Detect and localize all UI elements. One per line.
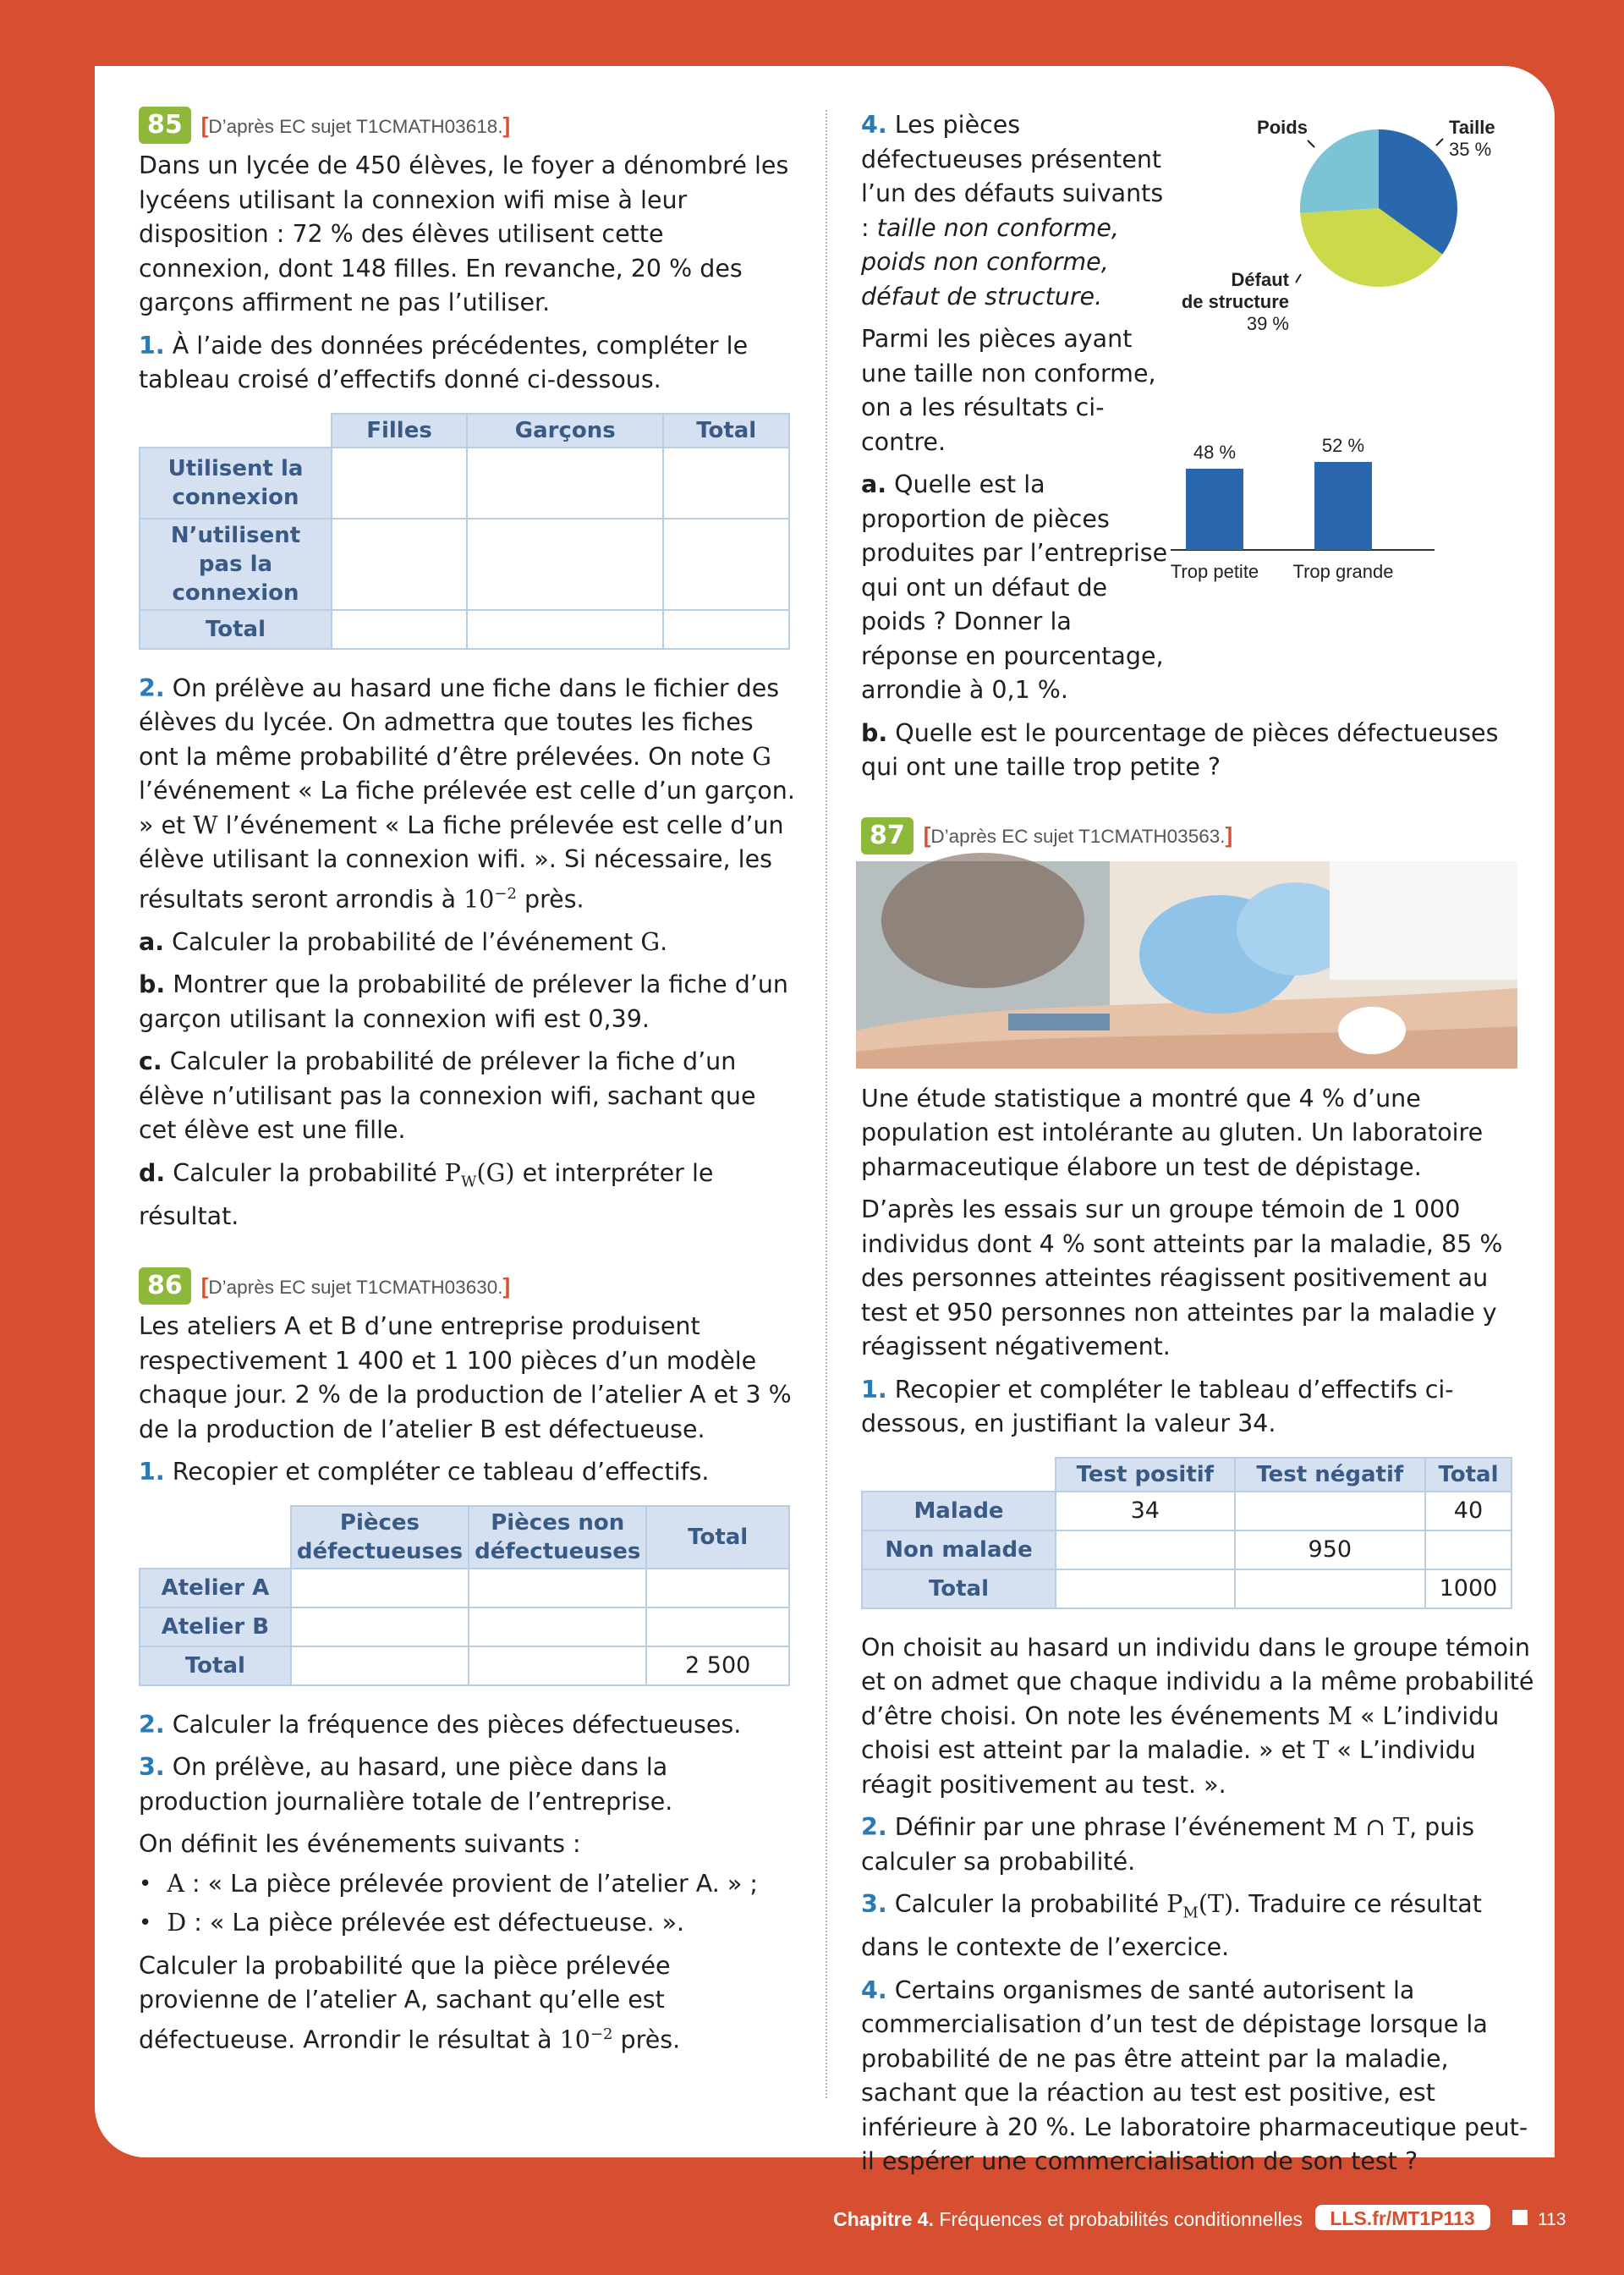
exercise-86-question-4a: a. Quelle est la proportion de pièces produites par l’entreprise qui ont un défaut de poids ? Donner la réponse en pourcentage, arrondie à 0,1 %. <box>861 470 1168 704</box>
table-cell <box>291 1646 469 1685</box>
pie-label-defaut: Défaut <box>1231 269 1289 290</box>
table-cell <box>1056 1530 1235 1569</box>
pie-value-defaut: 39 % <box>1246 313 1289 334</box>
row-header: N’utilisent pas la connexion <box>140 519 332 610</box>
exercise-number-badge: 86 <box>139 1267 191 1305</box>
exercise-87-question-1: 1. Recopier et compléter le tableau d’effectifs ci-dessous, en justifiant la valeur 34. <box>861 1375 1454 1437</box>
table-cell <box>1425 1530 1512 1569</box>
footer-bar <box>0 2200 1624 2237</box>
page-sheet <box>95 66 1555 2176</box>
left-column <box>139 107 795 2058</box>
exercise-86-header <box>139 1267 795 1305</box>
table-cell <box>663 448 789 519</box>
table-cell: 40 <box>1425 1492 1512 1530</box>
exercise-85-question-2: 2. On prélève au hasard une fiche dans le fichier des élèves du lycée. On admettra que toutes les fiches ont la même probabilité d’être prélevées. On note G l’événement « La fiche prélevée est celle d’un garçon. » et W l’événement « La fiche prélevée est celle d’un élève utilisant la connexion wifi. ». Si nécessaire, les résultats seront arrondis à $10^{-2}$ près. <box>139 673 795 913</box>
event-bullet-a: • A : « La pièce prélevée provient de l’atelier A. » ; <box>139 1869 758 1898</box>
row-header: Utilisent la connexion <box>140 448 332 519</box>
exercise-87-question-2: 2. Définir par une phrase l’événement M ∩ T, puis calculer sa probabilité. <box>861 1813 1475 1876</box>
right-column <box>861 108 1538 2179</box>
table-cell: 34 <box>1056 1492 1235 1530</box>
exercise-85-intro: Dans un lycée de 450 élèves, le foyer a dénombré les lycéens utilisant la connexion wifi mise à leur disposition : 72 % des élèves utilisent cette connexion, dont 148 filles. En revanche, 20 % des garçons affirment ne pas l’utiliser. <box>139 151 789 316</box>
exercise-87-question-4: 4. Certains organismes de santé autorisent la commercialisation d’un test de dépistage lorsque la probabilité de ne pas être atteint par la maladie, sachant que la réaction au test est positive, est inférieure à 20 %. Le laboratoire pharmaceutique peut-il espérer une commercialisation de son test ? <box>861 1976 1528 2176</box>
exercise-86 <box>139 1267 795 2058</box>
pie-value-taille: 35 % <box>1449 139 1492 160</box>
table-cell <box>467 519 663 610</box>
table-cell <box>291 1607 469 1646</box>
table-cell <box>1235 1492 1425 1530</box>
exercise-86-question-1: 1. Recopier et compléter ce tableau d’effectifs. <box>139 1458 710 1486</box>
page-number: 113 <box>1538 2210 1566 2229</box>
col-header: Filles <box>332 414 467 448</box>
col-header: Test positif <box>1056 1458 1235 1492</box>
exercise-number-badge: 87 <box>861 817 914 854</box>
table-cell <box>1056 1569 1235 1608</box>
bar-category-label: Trop grande <box>1292 561 1394 582</box>
row-header: Atelier B <box>140 1607 291 1646</box>
row-header: Total <box>862 1569 1056 1608</box>
row-header: Non malade <box>862 1530 1056 1569</box>
exercise-87 <box>861 817 1538 2179</box>
table-cell <box>467 448 663 519</box>
pie-label-defaut-2: de structure <box>1181 291 1289 312</box>
col-header: Total <box>1425 1458 1512 1492</box>
pie-leader-line <box>1436 139 1443 146</box>
wifi-crosstab <box>139 413 790 650</box>
col-header: Pièces défectueuses <box>291 1506 469 1569</box>
workshop-table <box>139 1505 790 1686</box>
footer-link[interactable]: LLS.fr/MT1P113 <box>1330 2207 1475 2229</box>
row-header: Total <box>140 1646 291 1685</box>
blood-test-illustration <box>856 861 1517 1069</box>
table-cell <box>469 1646 646 1685</box>
exercise-source: [D’après EC sujet T1CMATH03630.] <box>200 1272 511 1299</box>
exercise-86-intro: Les ateliers A et B d’une entreprise produisent respectivement 1 400 et 1 100 pièces d’un modèle chaque jour. 2 % de la production de l’atelier A et 3 % de la production de l’atelier B est défectueuse. <box>139 1312 792 1443</box>
row-header: Total <box>140 610 332 649</box>
exercise-85 <box>139 107 795 1234</box>
table-cell-total: 2 500 <box>646 1646 789 1685</box>
exercise-86-question-4b: b. Quelle est le pourcentage de pièces défectueuses qui ont une taille trop petite ? <box>861 718 1499 781</box>
bar-category-label: Trop petite <box>1170 561 1259 582</box>
exercise-87-header <box>861 817 1538 854</box>
col-header: Total <box>663 414 789 448</box>
event-bullet-d: • D : « La pièce prélevée est défectueuse. ». <box>139 1909 685 1937</box>
pie-leader-line <box>1296 274 1301 283</box>
table-cell <box>646 1607 789 1646</box>
footer-square-icon <box>1512 2210 1528 2225</box>
exercise-85-question-2d: d. Calculer la probabilité $P_W(G)$ et interpréter le résultat. <box>139 1158 714 1230</box>
table-cell <box>663 610 789 649</box>
exercise-87-p1: Une étude statistique a montré que 4 % d’une population est intolérante au gluten. Un laboratoire pharmaceutique élabore un test de dépistage. <box>861 1084 1484 1181</box>
table-cell <box>291 1569 469 1607</box>
col-header: Total <box>646 1506 789 1569</box>
blood-test-photo <box>856 861 1517 1069</box>
exercise-86-q4-results: Parmi les pièces ayant une taille non conforme, on a les résultats ci-contre. <box>861 325 1156 456</box>
row-header: Malade <box>862 1492 1056 1530</box>
table-cell <box>1235 1569 1425 1608</box>
table-cell <box>469 1569 646 1607</box>
exercise-number-badge: 85 <box>139 107 191 144</box>
defect-charts <box>1133 108 1538 582</box>
footer-chapter-text: Chapitre 4. Fréquences et probabilités conditionnelles <box>833 2208 1303 2230</box>
bar <box>1314 462 1372 550</box>
exercise-source: [D’après EC sujet T1CMATH03618.] <box>200 112 511 138</box>
col-header: Garçons <box>467 414 663 448</box>
row-header: Atelier A <box>140 1569 291 1607</box>
exercise-85-question-1: 1. À l’aide des données précédentes, compléter le tableau croisé d’effectifs donné ci-dessous. <box>139 331 749 393</box>
col-header: Pièces non défectueuses <box>469 1506 646 1569</box>
exercise-87-p3: On choisit au hasard un individu dans le groupe témoin et on admet que chaque individu a la même probabilité d’être choisi. On note les événements M « L’individu choisi est atteint par la maladie. » et T « L’individu réagit positivement au test. ». <box>861 1633 1534 1799</box>
exercise-85-header <box>139 107 795 144</box>
table-cell <box>469 1607 646 1646</box>
exercise-85-question-2c: c. Calculer la probabilité de prélever la fiche d’un élève n’utilisant pas la connexion wifi, sachant que cet élève est une fille. <box>139 1047 756 1144</box>
pie-label-poids: Poids <box>1257 117 1308 138</box>
exercise-86-q4-text: 4. Les pièces défectueuses présentent l’un des défauts suivants : taille non conforme, poids non conforme, défaut de structure. <box>861 111 1164 310</box>
exercise-85-question-2b: b. Montrer que la probabilité de prélever la fiche d’un garçon utilisant la connexion wifi est 0,39. <box>139 970 788 1033</box>
col-header: Test négatif <box>1235 1458 1425 1492</box>
pie-slice <box>1300 129 1379 213</box>
exercise-86-question-2: 2. Calculer la fréquence des pièces défectueuses. <box>139 1710 742 1739</box>
bar-value-label: 48 % <box>1193 442 1237 463</box>
bar-value-label: 52 % <box>1321 435 1365 456</box>
table-cell: 950 <box>1235 1530 1425 1569</box>
table-cell <box>467 610 663 649</box>
exercise-86-define: On définit les événements suivants : <box>139 1830 581 1859</box>
exercise-86-question-4 <box>861 108 1538 785</box>
exercise-86-question-3-final: Calculer la probabilité que la pièce prélevée provienne de l’atelier A, sachant qu’elle est défectueuse. Arrondir le résultat à $10^{-2}$ près. <box>139 1951 681 2054</box>
table-cell <box>663 519 789 610</box>
screening-table <box>861 1457 1512 1609</box>
exercise-87-p2: D’après les essais sur un groupe témoin de 1 000 individus dont 4 % sont atteints par la maladie, 85 % des personnes atteintes réagissent positivement au test et 950 personnes non atteintes par la maladie y réagissent négativement. <box>861 1195 1503 1360</box>
table-cell <box>646 1569 789 1607</box>
table-cell <box>332 519 467 610</box>
exercise-87-question-3: 3. Calculer la probabilité $P_M(T)$. Traduire ce résultat dans le contexte de l’exercice. <box>861 1890 1482 1962</box>
exercise-85-question-2a: a. Calculer la probabilité de l’événement G. <box>139 927 668 956</box>
table-cell <box>332 610 467 649</box>
exercise-86-question-3: 3. On prélève, au hasard, une pièce dans la production journalière totale de l’entreprise. <box>139 1753 673 1816</box>
page-footer <box>0 2200 1624 2237</box>
table-cell <box>332 448 467 519</box>
bar <box>1186 469 1243 550</box>
table-cell: 1000 <box>1425 1569 1512 1608</box>
pie-leader-line <box>1308 140 1314 147</box>
column-divider <box>826 110 827 2098</box>
pie-label-taille: Taille <box>1449 117 1495 138</box>
exercise-source: [D’après EC sujet T1CMATH03563.] <box>923 822 1233 848</box>
